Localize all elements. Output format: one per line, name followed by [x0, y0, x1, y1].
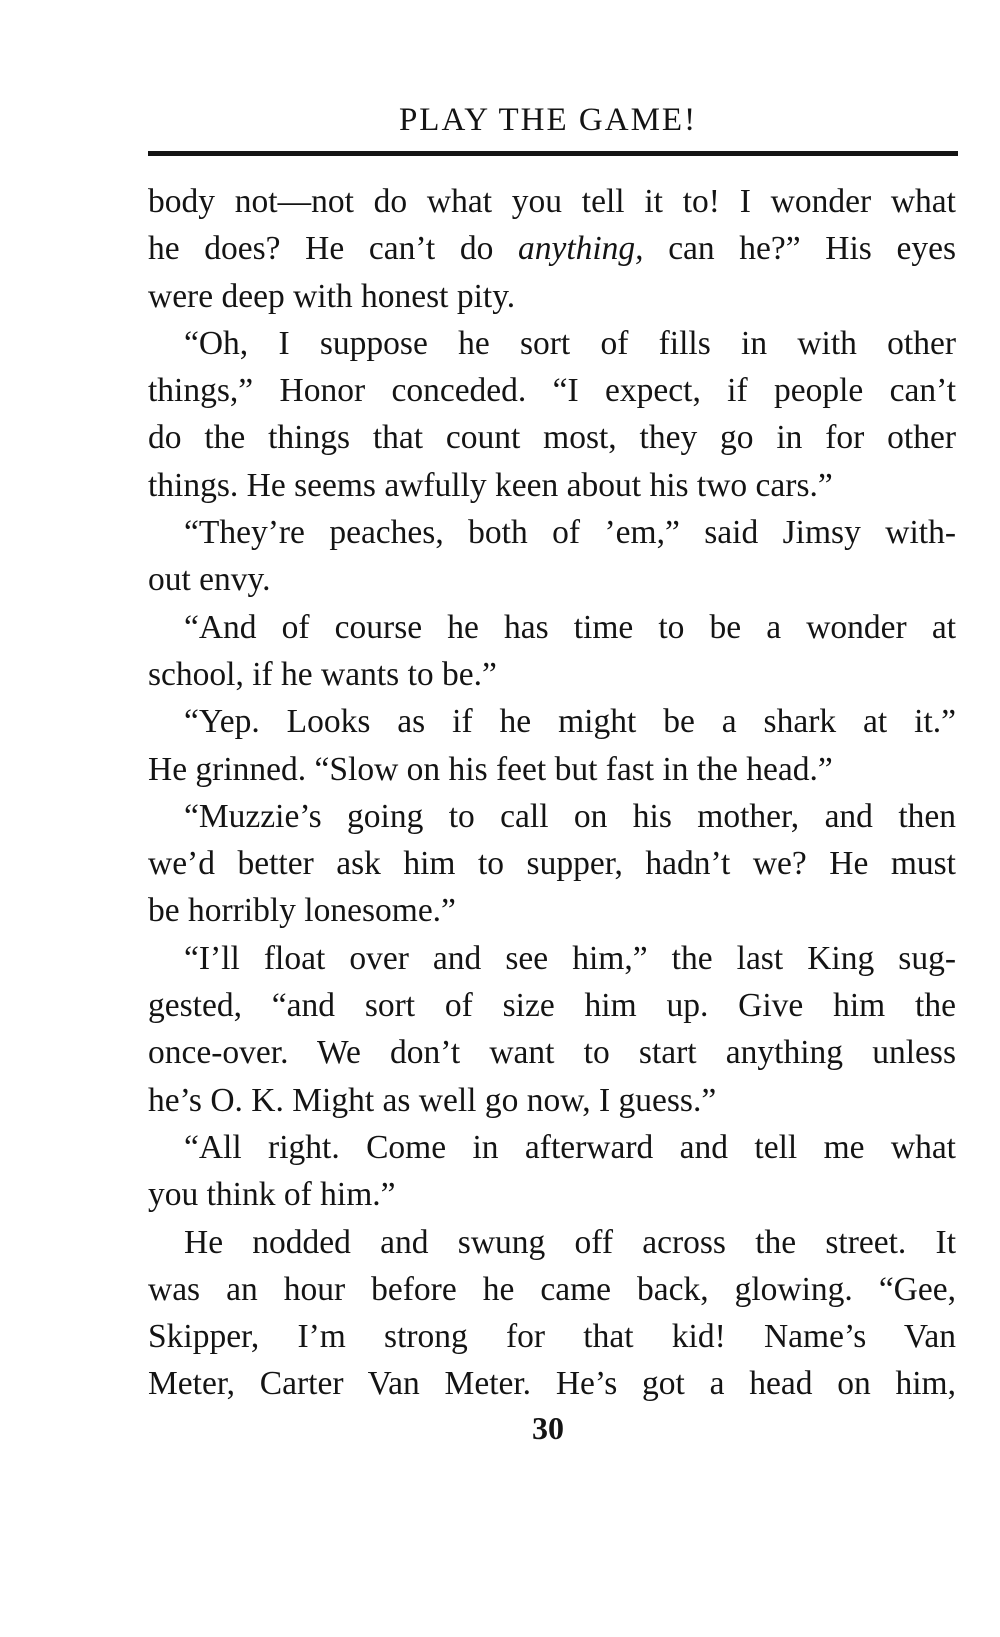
- text-segment: He nodded and swung off across the street. It: [184, 1223, 956, 1261]
- emphasis-text: anything,: [517, 230, 644, 268]
- text-segment: body not—not do what you tell it to! I wonder what: [148, 183, 956, 220]
- text-line: [148, 935, 956, 982]
- text-segment: out envy.: [148, 561, 271, 599]
- text-segment: school, if he wants to be.”: [148, 655, 497, 693]
- text-segment: he does? He can’t do: [148, 230, 518, 268]
- text-line: [148, 698, 956, 745]
- text-segment: can he?” His eyes: [643, 230, 956, 268]
- page-number: 30: [532, 1410, 564, 1446]
- text-segment: was an hour before he came back, glowing. “Gee,: [148, 1270, 956, 1308]
- text-line: [148, 1266, 956, 1313]
- text-segment: were deep with honest pity.: [148, 277, 516, 315]
- text-segment: “And of course he has time to be a wonder at: [184, 608, 956, 646]
- text-segment: Skipper, I’m strong for that kid! Name’s Van: [148, 1318, 956, 1356]
- text-segment: be horribly lonesome.”: [148, 892, 456, 930]
- text-line: [148, 1313, 956, 1360]
- text-line: [148, 1029, 956, 1076]
- text-line: [148, 840, 956, 887]
- text-segment: you think of him.”: [148, 1176, 396, 1214]
- text-segment: once-over. We don’t want to start anything unless: [148, 1034, 956, 1072]
- text-segment: do the things that count most, they go in for other: [148, 419, 956, 457]
- text-segment: “I’ll float over and see him,” the last King sug-: [184, 939, 956, 977]
- text-line: [148, 414, 956, 461]
- text-line: [148, 1171, 956, 1218]
- text-segment: “Muzzie’s going to call on his mother, and then: [184, 797, 956, 835]
- text-segment: things. He seems awfully keen about his two cars.”: [148, 466, 833, 504]
- text-line: [148, 273, 956, 320]
- text-line: [148, 793, 956, 840]
- text-segment: “Oh, I suppose he sort of fills in with other: [184, 324, 956, 362]
- text-line: [148, 651, 956, 698]
- header-rule: [148, 151, 958, 156]
- text-line: [148, 367, 956, 414]
- text-line: [148, 556, 956, 603]
- text-segment: “They’re peaches, both of ’em,” said Jimsy with-: [184, 514, 956, 552]
- text-line: [148, 982, 956, 1029]
- text-line: [148, 225, 956, 272]
- text-line: [148, 887, 956, 934]
- text-line: [148, 178, 956, 225]
- text-line: [148, 320, 956, 367]
- text-segment: He grinned. “Slow on his feet but fast in the head.”: [148, 750, 833, 788]
- text-line: [148, 1360, 956, 1407]
- running-head: PLAY THE GAME!: [398, 102, 698, 138]
- text-segment: “All right. Come in afterward and tell me what: [184, 1128, 956, 1166]
- body-text: [148, 178, 956, 1408]
- text-segment: we’d better ask him to supper, hadn’t we? He must: [148, 845, 956, 883]
- text-segment: things,” Honor conceded. “I expect, if people can’t: [148, 372, 956, 410]
- text-line: [148, 746, 956, 793]
- text-segment: he’s O. K. Might as well go now, I guess.”: [148, 1081, 717, 1119]
- text-line: [148, 462, 956, 509]
- text-segment: “Yep. Looks as if he might be a shark at it.”: [184, 703, 956, 741]
- text-line: [148, 604, 956, 651]
- text-line: [148, 1219, 956, 1266]
- text-line: [148, 509, 956, 556]
- text-line: [148, 1124, 956, 1171]
- text-line: [148, 1077, 956, 1124]
- text-segment: Meter, Carter Van Meter. He’s got a head on him,: [148, 1365, 956, 1403]
- text-segment: gested, “and sort of size him up. Give him the: [148, 987, 956, 1025]
